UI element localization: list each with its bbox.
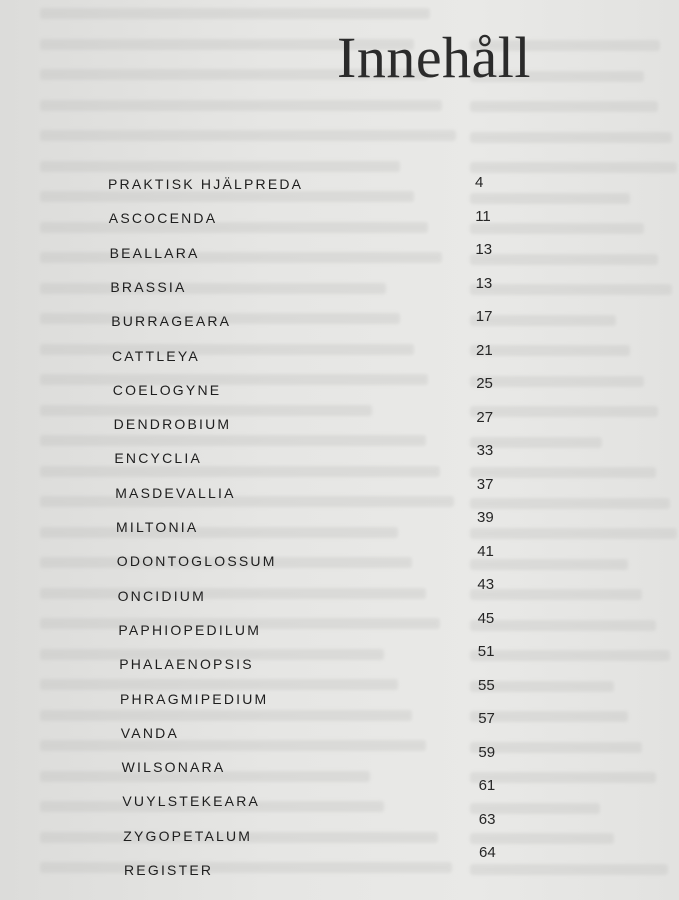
toc-entry-label: ASCOCENDA	[108, 210, 218, 227]
toc-entry-page: 55	[478, 676, 495, 694]
toc-entry-label: WILSONARA	[121, 759, 226, 776]
toc-entry-page: 4	[475, 174, 484, 191]
toc-entry-label: MILTONIA	[116, 519, 199, 535]
toc-entry-label: COELOGYNE	[112, 381, 222, 398]
toc-entry-label: VANDA	[120, 724, 179, 741]
toc-entry-page: 21	[476, 341, 493, 359]
toc-entry-page: 25	[476, 375, 493, 392]
toc-entry-page: 33	[476, 442, 494, 459]
toc-entry-page: 13	[475, 241, 493, 258]
toc-entry-page: 17	[475, 308, 493, 325]
toc-entry-page: 63	[478, 810, 496, 828]
toc-entry-page: 27	[476, 408, 494, 426]
page-title: Innehåll	[337, 25, 532, 90]
toc-entry-label: PHALAENOPSIS	[119, 656, 254, 673]
toc-entry-label: DENDROBIUM	[113, 416, 232, 433]
toc-entry-page: 11	[475, 207, 491, 225]
toc-entry-label: PHRAGMIPEDIUM	[120, 690, 269, 707]
toc-entry-label: PAPHIOPEDILUM	[118, 621, 262, 638]
toc-entry-label: BURRAGEARA	[111, 313, 232, 330]
toc-entry-label: REGISTER	[124, 862, 214, 878]
toc-entry-page: 61	[478, 777, 496, 794]
toc-entry-label: BEALLARA	[109, 244, 200, 261]
toc-entry-label: ENCYCLIA	[114, 450, 203, 467]
toc-entry-page: 37	[476, 475, 494, 493]
toc-entry-label: ZYGOPETALUM	[123, 827, 253, 844]
toc-entry-page: 39	[477, 509, 494, 526]
toc-entry-page: 57	[478, 710, 495, 727]
toc-entry-label: CATTLEYA	[112, 347, 200, 364]
toc-entry-page: 45	[477, 609, 495, 627]
toc-entry-label: ODONTOGLOSSUM	[116, 553, 277, 570]
toc-entry-label: MASDEVALLIA	[115, 484, 236, 501]
toc-entry-label: PRAKTISK HJÄLPREDA	[108, 176, 304, 192]
toc-entry-label: ONCIDIUM	[117, 587, 206, 604]
toc-entry-page: 51	[477, 643, 495, 660]
toc-entry-label: VUYLSTEKEARA	[122, 793, 261, 810]
toc-entry-label: BRASSIA	[110, 278, 187, 295]
toc-entry-page: 13	[475, 274, 493, 292]
toc-entry-page: 41	[477, 542, 494, 560]
toc-entry-page: 59	[478, 743, 496, 761]
toc-entry-page: 64	[479, 844, 496, 861]
toc-entry-page: 43	[477, 576, 495, 593]
